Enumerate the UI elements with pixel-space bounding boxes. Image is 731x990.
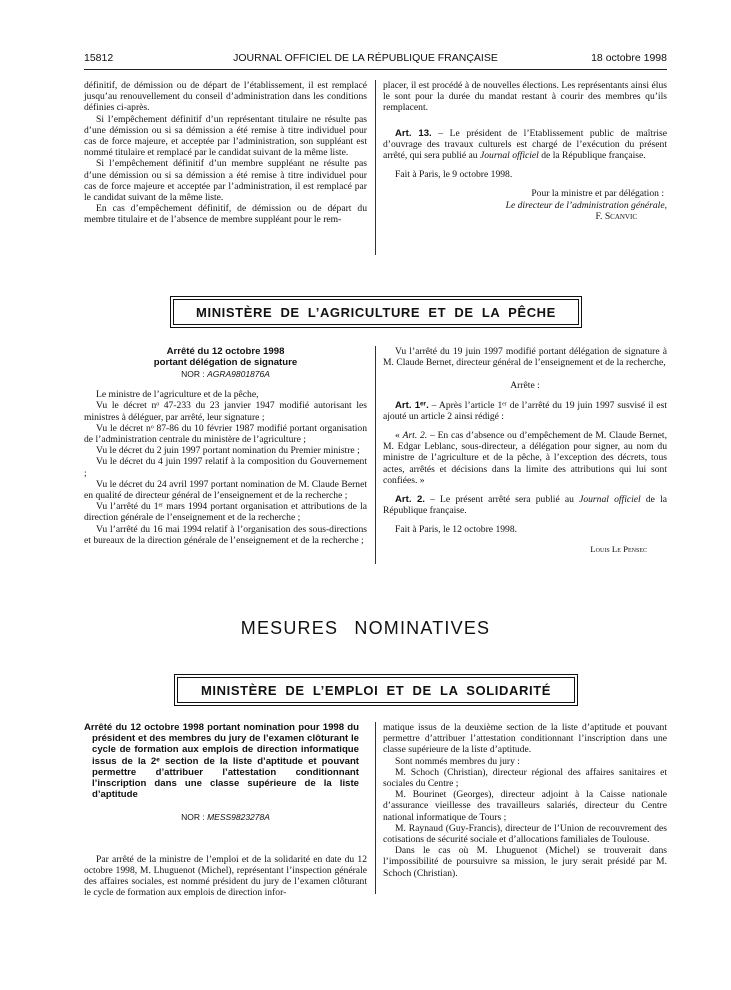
article-text-end: de la République française. bbox=[383, 494, 667, 517]
paragraph: Vu le décret du 4 juin 1997 relatif à la composition du Gouvernement ; bbox=[84, 456, 367, 479]
paragraph: matique issus de la deuxième section de la liste d’aptitude et pouvant permettre d’attribuer l’attestation conditionnant l’inscription dans une classe supérieure de la liste d’aptitude. bbox=[383, 722, 667, 756]
paragraph: Vu l’arrêté du 1ᵉʳ mars 1994 portant organisation et attributions de la direction générale de l’enseignement et de la recherche ; bbox=[84, 501, 367, 524]
article-text: – Le président de l’Etablissement public de maîtrise d’ouvrage des travaux culturels est chargé de l’exécution du présent arrêté, qui sera publié au bbox=[383, 127, 667, 162]
signature-title bbox=[383, 200, 667, 211]
ministry-box-agriculture bbox=[170, 296, 582, 328]
article-label: Art. 2. bbox=[395, 494, 425, 506]
paragraph: placer, il est procédé à de nouvelles élections. Les représentants ainsi élus le sont pour la durée du mandat restant à courir des membres qu’ils remplacent. bbox=[383, 80, 667, 114]
article-13 bbox=[383, 128, 667, 162]
paragraph: Dans le cas où M. Lhuguenot (Michel) se trouverait dans l’impossibilité de poursuivre sa mission, le jury serait présidé par M. Schoch (Christian). bbox=[383, 845, 667, 879]
paragraph: M. Schoch (Christian), directeur régional des affaires sanitaires et sociales du Centre ; bbox=[383, 766, 667, 790]
paragraph: Vu l’arrêté du 16 mai 1994 relatif à l’organisation des sous-directions et bureaux de la direction générale de l’enseignement et de la recherche ; bbox=[84, 523, 367, 546]
top-left-column bbox=[84, 80, 367, 226]
page-number: 15812 bbox=[84, 52, 114, 64]
paragraph: En cas d’empêchement définitif, de démission ou de départ du membre titulaire et de l’absence de membre suppléant pour le rem- bbox=[84, 203, 367, 226]
arrete-title: Arrêté du 12 octobre 1998 portant nomination pour 1998 du président et des membres du jury de l’examen clôturant le cycle de formation aux emplois de direction informatique issus de la 2ᵉ section de la liste d’aptitude et pouvant permettre d’attribuer l’attestation conditionnant l’inscription dans une classe supérieure de la liste d’aptitude bbox=[84, 722, 359, 801]
issue-date: 18 octobre 1998 bbox=[591, 52, 667, 64]
nor-reference bbox=[84, 812, 367, 823]
paragraph: Vu le décret du 2 juin 1997 portant nomination du Premier ministre ; bbox=[96, 445, 360, 457]
signature-line: Pour la ministre et par délégation : bbox=[531, 188, 664, 200]
nor-code: AGRA9801876A bbox=[207, 369, 270, 379]
paragraph: Le ministre de l’agriculture et de la pêche, bbox=[96, 389, 259, 401]
article-2 bbox=[383, 494, 667, 516]
ministry-box-emploi bbox=[174, 674, 578, 706]
arrete-title bbox=[84, 346, 367, 368]
nor-label: NOR : bbox=[181, 369, 208, 379]
signature-name: F. Scanvic bbox=[595, 210, 637, 222]
journal-reference: Journal officiel bbox=[479, 150, 539, 162]
column-divider bbox=[375, 346, 376, 564]
nor-reference bbox=[84, 369, 367, 380]
done-at: Fait à Paris, le 9 octobre 1998. bbox=[395, 169, 513, 181]
signature-title-text: Le directeur de l’administration générale, bbox=[505, 199, 667, 211]
journal-title: JOURNAL OFFICIEL DE LA RÉPUBLIQUE FRANÇAISE bbox=[233, 52, 498, 64]
header-rule bbox=[84, 69, 667, 70]
paragraph: M. Raynaud (Guy-Francis), directeur de l’Union de recouvrement des cotisations de sécurité sociale et d’allocations familiales de Toulouse. bbox=[383, 822, 667, 846]
arrete-title-line: portant délégation de signature bbox=[153, 357, 298, 368]
column-divider bbox=[375, 80, 376, 255]
paragraph: M. Bourinet (Georges), directeur adjoint à la Caisse nationale d’assurance vieillesse des travailleurs salariés, directeur du Centre national informatique de Tours ; bbox=[383, 789, 667, 823]
article-text: – Après l’article 1ᵉʳ de l’arrêté du 19 juin 1997 susvisé il est ajouté un article 2 ainsi rédigé : bbox=[383, 399, 667, 422]
agriculture-right-column bbox=[383, 346, 667, 555]
signature-name: Louis Le Pensec bbox=[590, 543, 647, 554]
paragraph: définitif, de démission ou de départ de l’établissement, il est remplacé jusqu’au renouvellement du conseil d’administration dans les conditions définies ci-après. bbox=[84, 80, 367, 114]
visas bbox=[84, 389, 367, 546]
paragraph: Par arrêté de la ministre de l’emploi et de la solidarité en date du 12 octobre 1998, M. Lhuguenot (Michel), représentant l’inspection générale des affaires sociales, est nommé président du jury de l’examen clôturant le cycle de formation aux emplois de direction infor- bbox=[84, 853, 367, 899]
emploi-right-column bbox=[383, 722, 667, 879]
journal-reference: Journal officiel bbox=[579, 494, 641, 506]
top-right-column bbox=[383, 80, 667, 222]
done-at: Fait à Paris, le 12 octobre 1998. bbox=[395, 524, 518, 536]
quote-open: « bbox=[395, 430, 403, 442]
article-1 bbox=[383, 400, 667, 422]
paragraph: Vu le décret nᵒ 47-233 du 23 janvier 1947 modifié autorisant les ministres à déléguer, par arrêté, leur signature ; bbox=[84, 400, 367, 423]
quote-text: – En cas d’absence ou d’empêchement de M. Claude Bernet, M. Edgar Leblanc, sous-directeur, a délégation pour signer, au nom du ministre de l’agriculture et de la pêche, à l’exception des décrets, tous actes, arrêtés et décisions dans la limite des attributions qui lui sont confiées. » bbox=[383, 430, 667, 486]
emploi-left-column bbox=[84, 722, 367, 898]
article-label: Art. 1ᵉʳ. bbox=[395, 399, 429, 411]
ministry-title: MINISTÈRE DE L’AGRICULTURE ET DE LA PÊCHE bbox=[173, 299, 579, 325]
section-heading-mesures-nominatives: MESURES NOMINATIVES bbox=[240, 618, 491, 638]
quote-label: Art. 2. bbox=[402, 430, 428, 442]
paragraph: Vu le décret nᵒ 87-86 du 10 février 1987 modifié portant organisation de l’administration centrale du ministère de l’agriculture ; bbox=[84, 422, 367, 446]
paragraph: Vu le décret du 24 avril 1997 portant nomination de M. Claude Bernet en qualité de directeur général de l’enseignement et de la recherche ; bbox=[84, 478, 367, 502]
arrete-heading: Arrête : bbox=[510, 380, 540, 392]
arrete-title-line: Arrêté du 12 octobre 1998 bbox=[166, 346, 285, 357]
paragraph: Sont nommés membres du jury : bbox=[395, 755, 520, 767]
article-text-end: de la République française. bbox=[538, 150, 646, 162]
article-text: – Le présent arrêté sera publié au bbox=[424, 494, 580, 506]
nor-label: NOR : bbox=[181, 812, 208, 823]
article-1-quote bbox=[383, 430, 667, 486]
paragraph: Vu l’arrêté du 19 juin 1997 modifié portant délégation de signature à M. Claude Bernet, directeur général de l’enseignement et de la recherche, bbox=[383, 346, 667, 369]
ministry-title: MINISTÈRE DE L’EMPLOI ET DE LA SOLIDARITÉ bbox=[177, 677, 575, 703]
agriculture-left-column bbox=[84, 346, 367, 546]
paragraph: Si l’empêchement définitif d’un représentant titulaire ne résulte pas d’une démission ou si sa démission a été remise à titre individuel pour cas de force majeure, et acceptée par l’administration, son suppléant est nommé titulaire et remplacé par le candidat suivant de la même liste. bbox=[84, 113, 367, 159]
column-divider bbox=[375, 722, 376, 894]
article-label: Art. 13. bbox=[395, 127, 432, 139]
paragraph: Si l’empêchement définitif d’un membre suppléant ne résulte pas d’une démission ou si sa démission a été remise à titre individuel pour cas de force majeure et acceptée par l’administration, il est remplacé par le candidat suivant de la même liste. bbox=[84, 158, 367, 204]
nor-code: MESS9823278A bbox=[207, 812, 270, 823]
